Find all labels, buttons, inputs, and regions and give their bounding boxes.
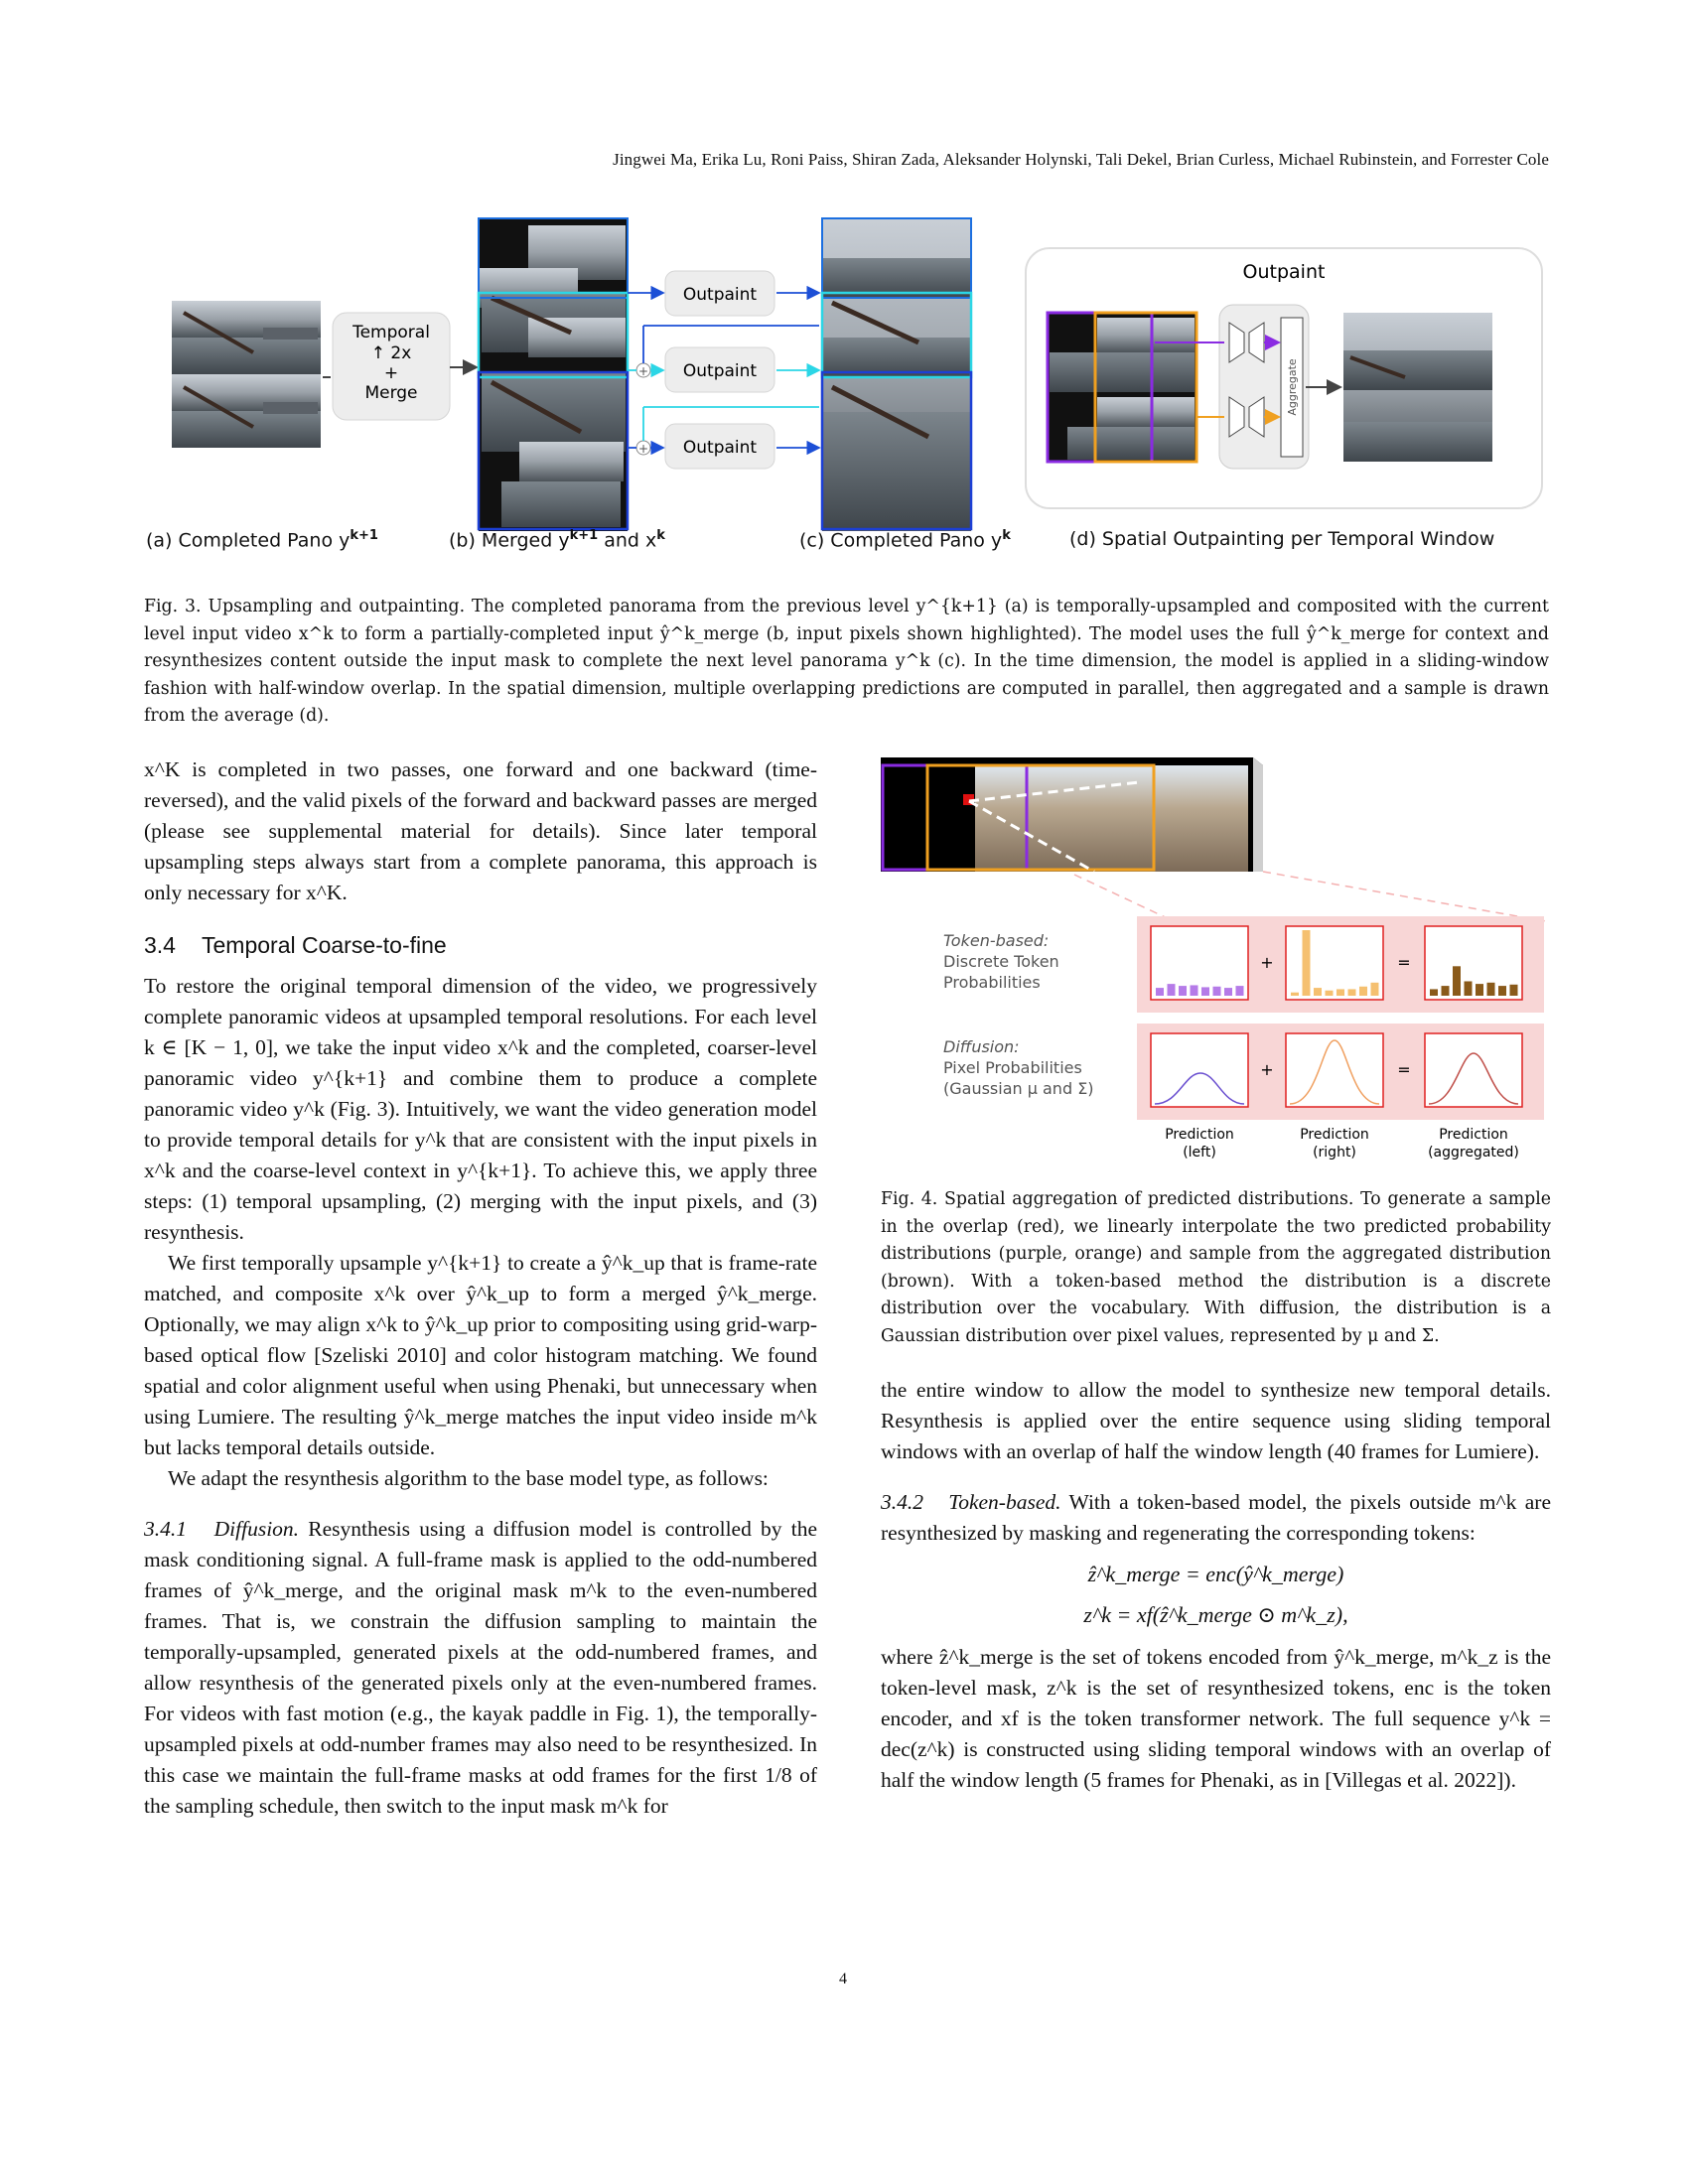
pred-right-2: (right): [1313, 1145, 1356, 1160]
right-column: [881, 1375, 1551, 1796]
section-heading: 3.4 Temporal Coarse-to-fine: [144, 932, 447, 958]
figure-4-caption: Fig. 4. Spatial aggregation of predicted distributions. To generate a sample in the overlap (red), we linearly interpolate the two predicted probability distributions (purple, orange) and sample from the aggregated distribution (brown). With a token-based method the distribution is a discrete distribution over the vocabulary. With diffusion, the distribution is a Gaussian distribution over pixel values, represented by μ and Σ.: [881, 1189, 1551, 1346]
token-label-1: Token-based:: [943, 931, 1050, 950]
token-bar: [1465, 981, 1473, 996]
paragraph-1: x^K is completed in two passes, one forward and one backward (time-reversed), and the valid pixels of the forward and backward passes are merged (please see supplemental material for details). Since later temporal upsampling steps always start from a complete panorama, this approach is only necessary for x^K.: [144, 757, 817, 904]
paragraph-8: where ẑ^k_merge is the set of tokens encoded from ŷ^k_merge, m^k_z is the token-level mask, z^k is the set of resynthesized tokens, enc is the token encoder, and xf is the token transformer network. The full sequence y^k = dec(z^k) is constructed using sliding temporal windows with an overlap of half the window length (5 frames for Phenaki, as in [Villegas et al. 2022]).: [881, 1645, 1551, 1792]
diffusion-label-1: Diffusion:: [943, 1037, 1020, 1056]
token-bar: [1191, 985, 1198, 996]
temporal-label-3: +: [383, 363, 399, 383]
pano-a-image: [172, 301, 321, 448]
paragraph-5: 3.4.1 Diffusion. Resynthesis using a diffusion model is controlled by the mask conditioning signal. A full-frame mask is applied to the odd-numbered frames of ŷ^k_merge, and the original mask m^k to the even-numbered frames. That is, we constrain the diffusion sampling to maintain the temporally-upsampled, generated pixels at the odd-numbered frames, and allow resynthesis of the generated pixels only at the even-numbered frames. For videos with fast motion (e.g., the kayak paddle in Fig. 1), the temporally-upsampled pixels at odd-number frames may also need to be resynthesized. In this case we maintain the full-frame masks at odd frames for the first 1/8 of the sampling schedule, then switch to the input mask m^k for: [144, 1517, 818, 1818]
subcaption-b: (b) Merged $y^{k+1}$ and $x^k$: [449, 528, 665, 552]
temporal-label-4: Merge: [364, 383, 418, 403]
equals-sign-1: =: [1397, 953, 1411, 972]
paragraph-6: the entire window to allow the model to synthesize new temporal details. Resynthesis is applied over the entire sequence using sliding temporal windows with an overlap of half the window length (40 frames for Lumiere).: [881, 1378, 1551, 1463]
temporal-label-1: Temporal: [352, 323, 430, 342]
token-bar: [1168, 984, 1176, 996]
token-bar: [1179, 986, 1187, 996]
outpaint-panel: [1026, 248, 1542, 508]
token-bar: [1510, 985, 1518, 996]
token-label-3: Probabilities: [943, 973, 1041, 992]
outpaint-label-3: Outpaint: [682, 438, 758, 458]
outpaint-label-1: Outpaint: [682, 285, 758, 305]
left-column: [144, 754, 817, 1822]
svg-text:+: +: [637, 364, 649, 378]
token-bar: [1291, 993, 1299, 996]
diffusion-label-3: (Gaussian μ and Σ): [943, 1079, 1094, 1098]
beach-panorama-image: [881, 757, 1546, 921]
token-bar: [1453, 966, 1461, 996]
plus-sign-2: +: [1260, 1060, 1274, 1079]
running-header: Jingwei Ma, Erika Lu, Roni Paiss, Shiran Zada, Aleksander Holynski, Tali Dekel, Brian Curless, Michael Rubinstein, and Forrester Cole: [613, 150, 1549, 169]
pano-b-image: [479, 218, 628, 531]
token-bar: [1371, 983, 1379, 996]
svg-text:+: +: [637, 442, 649, 456]
token-bar: [1326, 991, 1334, 996]
token-bar: [1487, 983, 1495, 996]
outpaint-label-2: Outpaint: [682, 361, 758, 381]
token-bar: [1442, 986, 1450, 996]
token-bar: [1498, 986, 1506, 996]
token-bar: [1303, 930, 1311, 996]
outpaint-box-3: [665, 424, 774, 469]
outpaint-panel-title: Outpaint: [1242, 261, 1326, 283]
plus-sign-1: +: [1260, 953, 1274, 972]
equals-sign-2: =: [1397, 1060, 1411, 1079]
figure-3-caption: Fig. 3. Upsampling and outpainting. The completed panorama from the previous level y^{k+1} (a) is temporally-upsampled and composited with the current level input video x^k to form a partially-completed input ŷ^k_merge (b, input pixels shown highlighted). The model uses the full ŷ^k_merge for context and resynthesizes content outside the input mask to complete the next level panorama y^k (c). In the time dimension, the model is applied in a sliding-window fashion with half-window overlap. In the spatial dimension, multiple overlapping predictions are computed in parallel, then aggregated and a sample is drawn from the average (d).: [144, 597, 1549, 726]
paragraph-3: We first temporally upsample y^{k+1} to create a ŷ^k_up that is frame-rate matched, and composite x^k over ŷ^k_up to form a merged ŷ^k_merge. Optionally, we may align x^k to ŷ^k_up prior to compositing using grid-warp-based optical flow [Szeliski 2010] and color histogram matching. We found spatial and color alignment useful when using Phenaki, but unnecessary when using Lumiere. The resulting ŷ^k_merge matches the input video inside m^k but lacks temporal details outside.: [144, 1251, 817, 1459]
pred-right-1: Prediction: [1300, 1127, 1369, 1143]
subcaption-a: (a) Completed Pano $y^{k+1}$: [146, 528, 378, 552]
token-label-2: Discrete Token: [943, 952, 1059, 971]
pred-agg-2: (aggregated): [1428, 1145, 1519, 1160]
pano-c-image: [822, 218, 971, 531]
paragraph-7: 3.4.2 Token-based. With a token-based model, the pixels outside m^k are resynthesized by masking and regenerating the corresponding tokens:: [881, 1490, 1552, 1545]
pred-left-1: Prediction: [1165, 1127, 1234, 1143]
figure-4: [881, 757, 1551, 1164]
token-bar: [1213, 987, 1221, 996]
page-number: 4: [839, 1971, 847, 1987]
pred-left-2: (left): [1183, 1145, 1216, 1160]
temporal-label-2: ↑ 2x: [370, 343, 412, 363]
token-bar: [1476, 984, 1483, 996]
token-bar: [1430, 989, 1438, 996]
paragraph-2: To restore the original temporal dimension of the video, we progressively complete panoramic videos at upsampled temporal resolutions. For each level k ∈ [K − 1, 0], we take the input video x^k and the completed, coarser-level panoramic video y^{k+1} and combine them to produce a complete panoramic video y^k (Fig. 3). Intuitively, we want the video generation model to provide temporal details for y^k that are consistent with the input pixels in x^k and the coarse-level context in y^{k+1}. To achieve this, we apply three steps: (1) temporal upsampling, (2) merging with the input pixels, and (3) resynthesis.: [144, 974, 817, 1244]
figure-3: [144, 213, 1554, 561]
outpaint-box-2: [665, 347, 774, 392]
token-bar: [1156, 988, 1164, 996]
token-bar: [1359, 987, 1367, 996]
token-bar: [1348, 989, 1356, 996]
subcaption-c: (c) Completed Pano $y^k$: [799, 528, 1011, 552]
token-bar: [1201, 987, 1209, 996]
equation-1: ẑ^k_merge = enc(ŷ^k_merge): [1087, 1562, 1344, 1586]
token-bar: [1336, 989, 1344, 996]
aggregate-label: Aggregate: [1286, 358, 1299, 416]
diffusion-label-2: Pixel Probabilities: [943, 1058, 1082, 1077]
paragraph-4: We adapt the resynthesis algorithm to the base model type, as follows:: [168, 1466, 769, 1490]
pred-agg-1: Prediction: [1439, 1127, 1508, 1143]
subcaption-d: (d) Spatial Outpainting per Temporal Window: [1069, 528, 1495, 550]
equation-2: z^k = xf(ẑ^k_merge ⊙ m^k_z),: [1083, 1602, 1348, 1627]
token-bar: [1236, 986, 1244, 996]
token-bar: [1314, 988, 1322, 996]
token-bar: [1224, 988, 1232, 996]
outpaint-box-1: [665, 271, 774, 316]
